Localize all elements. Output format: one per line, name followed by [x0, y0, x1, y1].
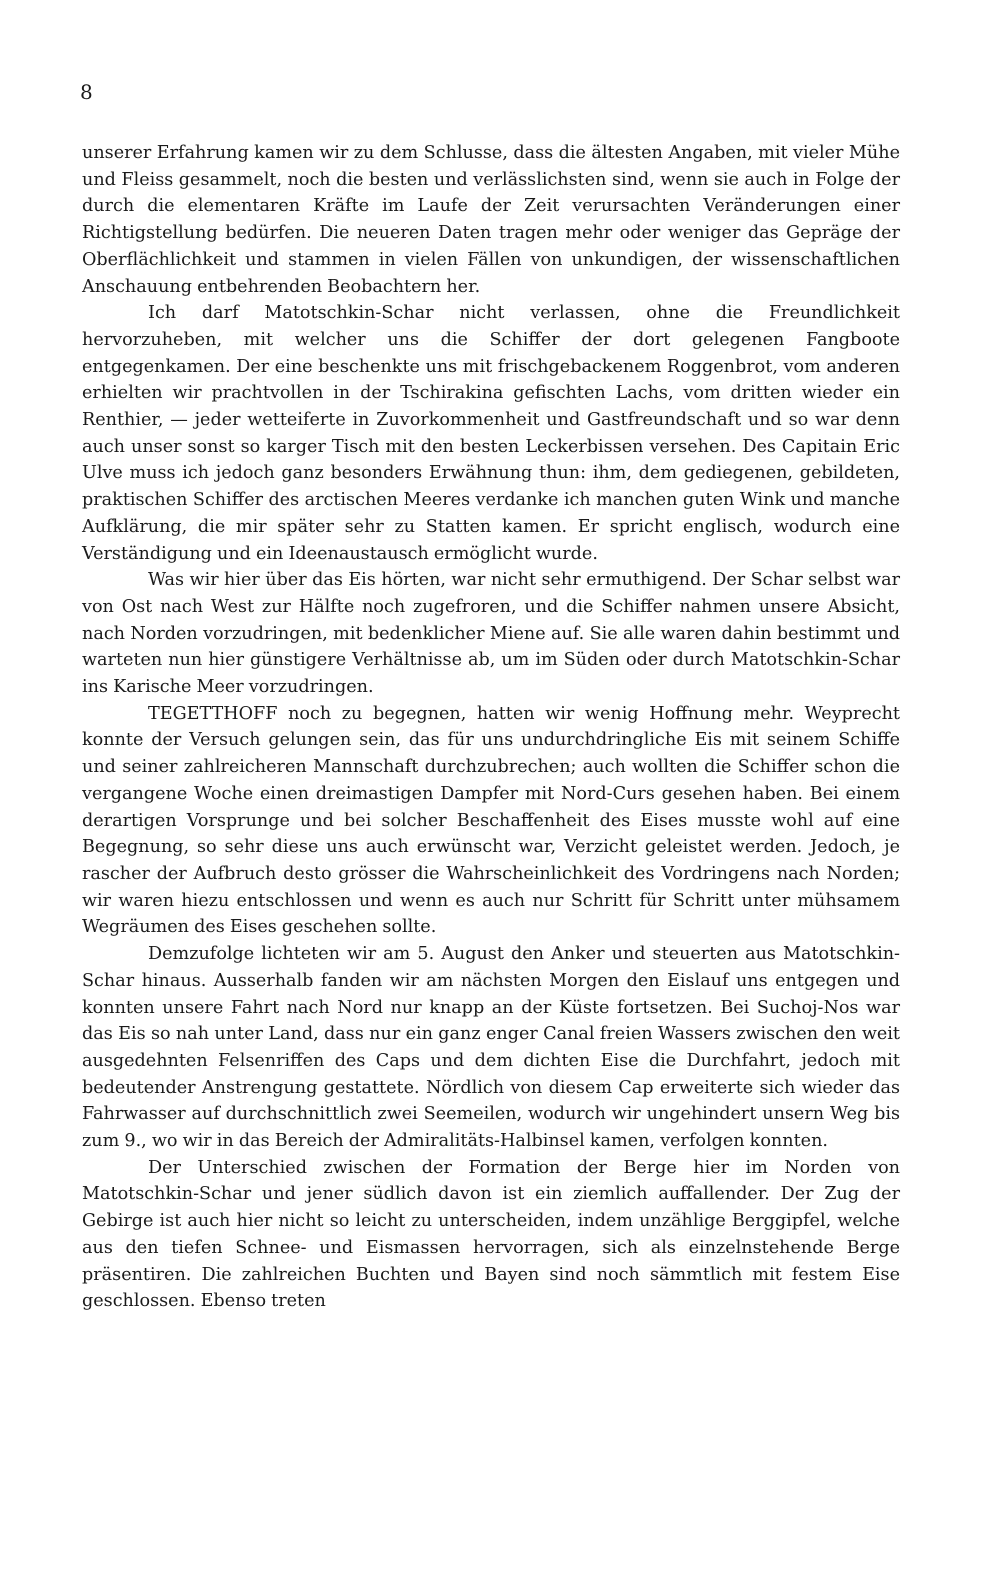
paragraph: Der Unterschied zwischen der Formation der Berge hier im Norden von Matotschkin-Schar und jener südlich davon ist ein ziemlich auffallender. Der Zug der Gebirge ist auch hier nicht so leicht zu unterscheiden, indem unzählige Berggipfel, welche aus den tiefen Schnee- und Eismassen hervorragen, sich als einzelnstehende Berge präsentiren. Die zahlreichen Buchten und Bayen sind noch sämmtlich mit festem Eise geschlossen. Ebenso treten: [82, 1157, 900, 1312]
paragraph: Ich darf Matotschkin-Schar nicht verlassen, ohne die Freundlichkeit hervorzuheben, mit welcher uns die Schiffer der dort gelegenen Fangboote entgegenkamen. Der eine beschenkte uns mit frischgebackenem Roggenbrot, vom anderen erhielten wir prachtvollen in der Tschirakina gefischten Lachs, vom dritten wieder ein Renthier, — jeder wetteiferte in Zuvorkommenheit und Gastfreundschaft und so war denn auch unser sonst so karger Tisch mit den besten Leckerbissen versehen. Des Capitain Eric Ulve muss ich jedoch ganz besonders Erwähnung thun: ihm, dem gediegenen, gebildeten, praktischen Schiffer des arctischen Meeres verdanke ich manchen guten Wink und manche Aufklärung, die mir später sehr zu Statten kamen. Er spricht englisch, wodurch eine Verständigung und ein Ideenaustausch ermöglicht wurde.: [82, 303, 900, 564]
paragraph: Was wir hier über das Eis hörten, war nicht sehr ermuthigend. Der Schar selbst war von Ost nach West zur Hälfte noch zugefroren, und die Schiffer nahmen unsere Absicht, nach Norden vorzudringen, mit bedenklicher Miene auf. Sie alle waren dahin bestimmt und warteten nun hier günstigere Verhältnisse ab, um im Süden oder durch Matotschkin-Schar ins Karische Meer vorzudringen.: [82, 570, 900, 698]
paragraph: TEGETTHOFF noch zu begegnen, hatten wir wenig Hoffnung mehr. Weyprecht konnte der Versuch gelungen sein, das für uns undurchdringliche Eis mit seinem Schiffe und seiner zahlreicheren Mannschaft durchzubrechen; auch wollten die Schiffer schon die vergangene Woche einen dreimastigen Dampfer mit Nord-Curs gesehen haben. Bei einem derartigen Vorsprunge und bei solcher Beschaffenheit des Eises musste wohl auf eine Begegnung, so sehr diese uns auch erwünscht war, Verzicht geleistet werden. Jedoch, je rascher der Aufbruch desto grösser die Wahrscheinlichkeit des Vordringens nach Norden; wir waren hiezu entschlossen und wenn es auch nur Schritt für Schritt unter mühsamem Wegräumen des Eises geschehen sollte.: [82, 703, 900, 938]
body-text: [82, 140, 900, 1315]
paragraph: Demzufolge lichteten wir am 5. August den Anker und steuerten aus Matotschkin-Schar hinaus. Ausserhalb fanden wir am nächsten Morgen den Eislauf uns entgegen und konnten unsere Fahrt nach Nord nur knapp an der Küste fortsetzen. Bei Suchoj-Nos war das Eis so nah unter Land, dass nur ein ganz enger Canal freien Wassers zwischen den weit ausgedehnten Felsenriffen des Caps und dem dichten Eise die Durchfahrt, jedoch mit bedeutender Anstrengung gestattete. Nördlich von diesem Cap erweiterte sich wieder das Fahrwasser auf durchschnittlich zwei Seemeilen, wodurch wir ungehindert unsern Weg bis zum 9., wo wir in das Bereich der Admiralitäts-Halbinsel kamen, verfolgen konnten.: [82, 944, 900, 1152]
paragraph: unserer Erfahrung kamen wir zu dem Schlusse, dass die ältesten Angaben, mit vieler Mühe und Fleiss gesammelt, noch die besten und verlässlichsten sind, wenn sie auch in Folge der durch die elementaren Kräfte im Laufe der Zeit verursachten Veränderungen einer Richtigstellung bedürfen. Die neueren Daten tragen mehr oder weniger das Gepräge der Oberflächlichkeit und stammen in vielen Fällen von unkundigen, der wissenschaftlichen Anschauung entbehrenden Beobachtern her.: [82, 143, 900, 297]
page-number: 8: [80, 80, 93, 104]
